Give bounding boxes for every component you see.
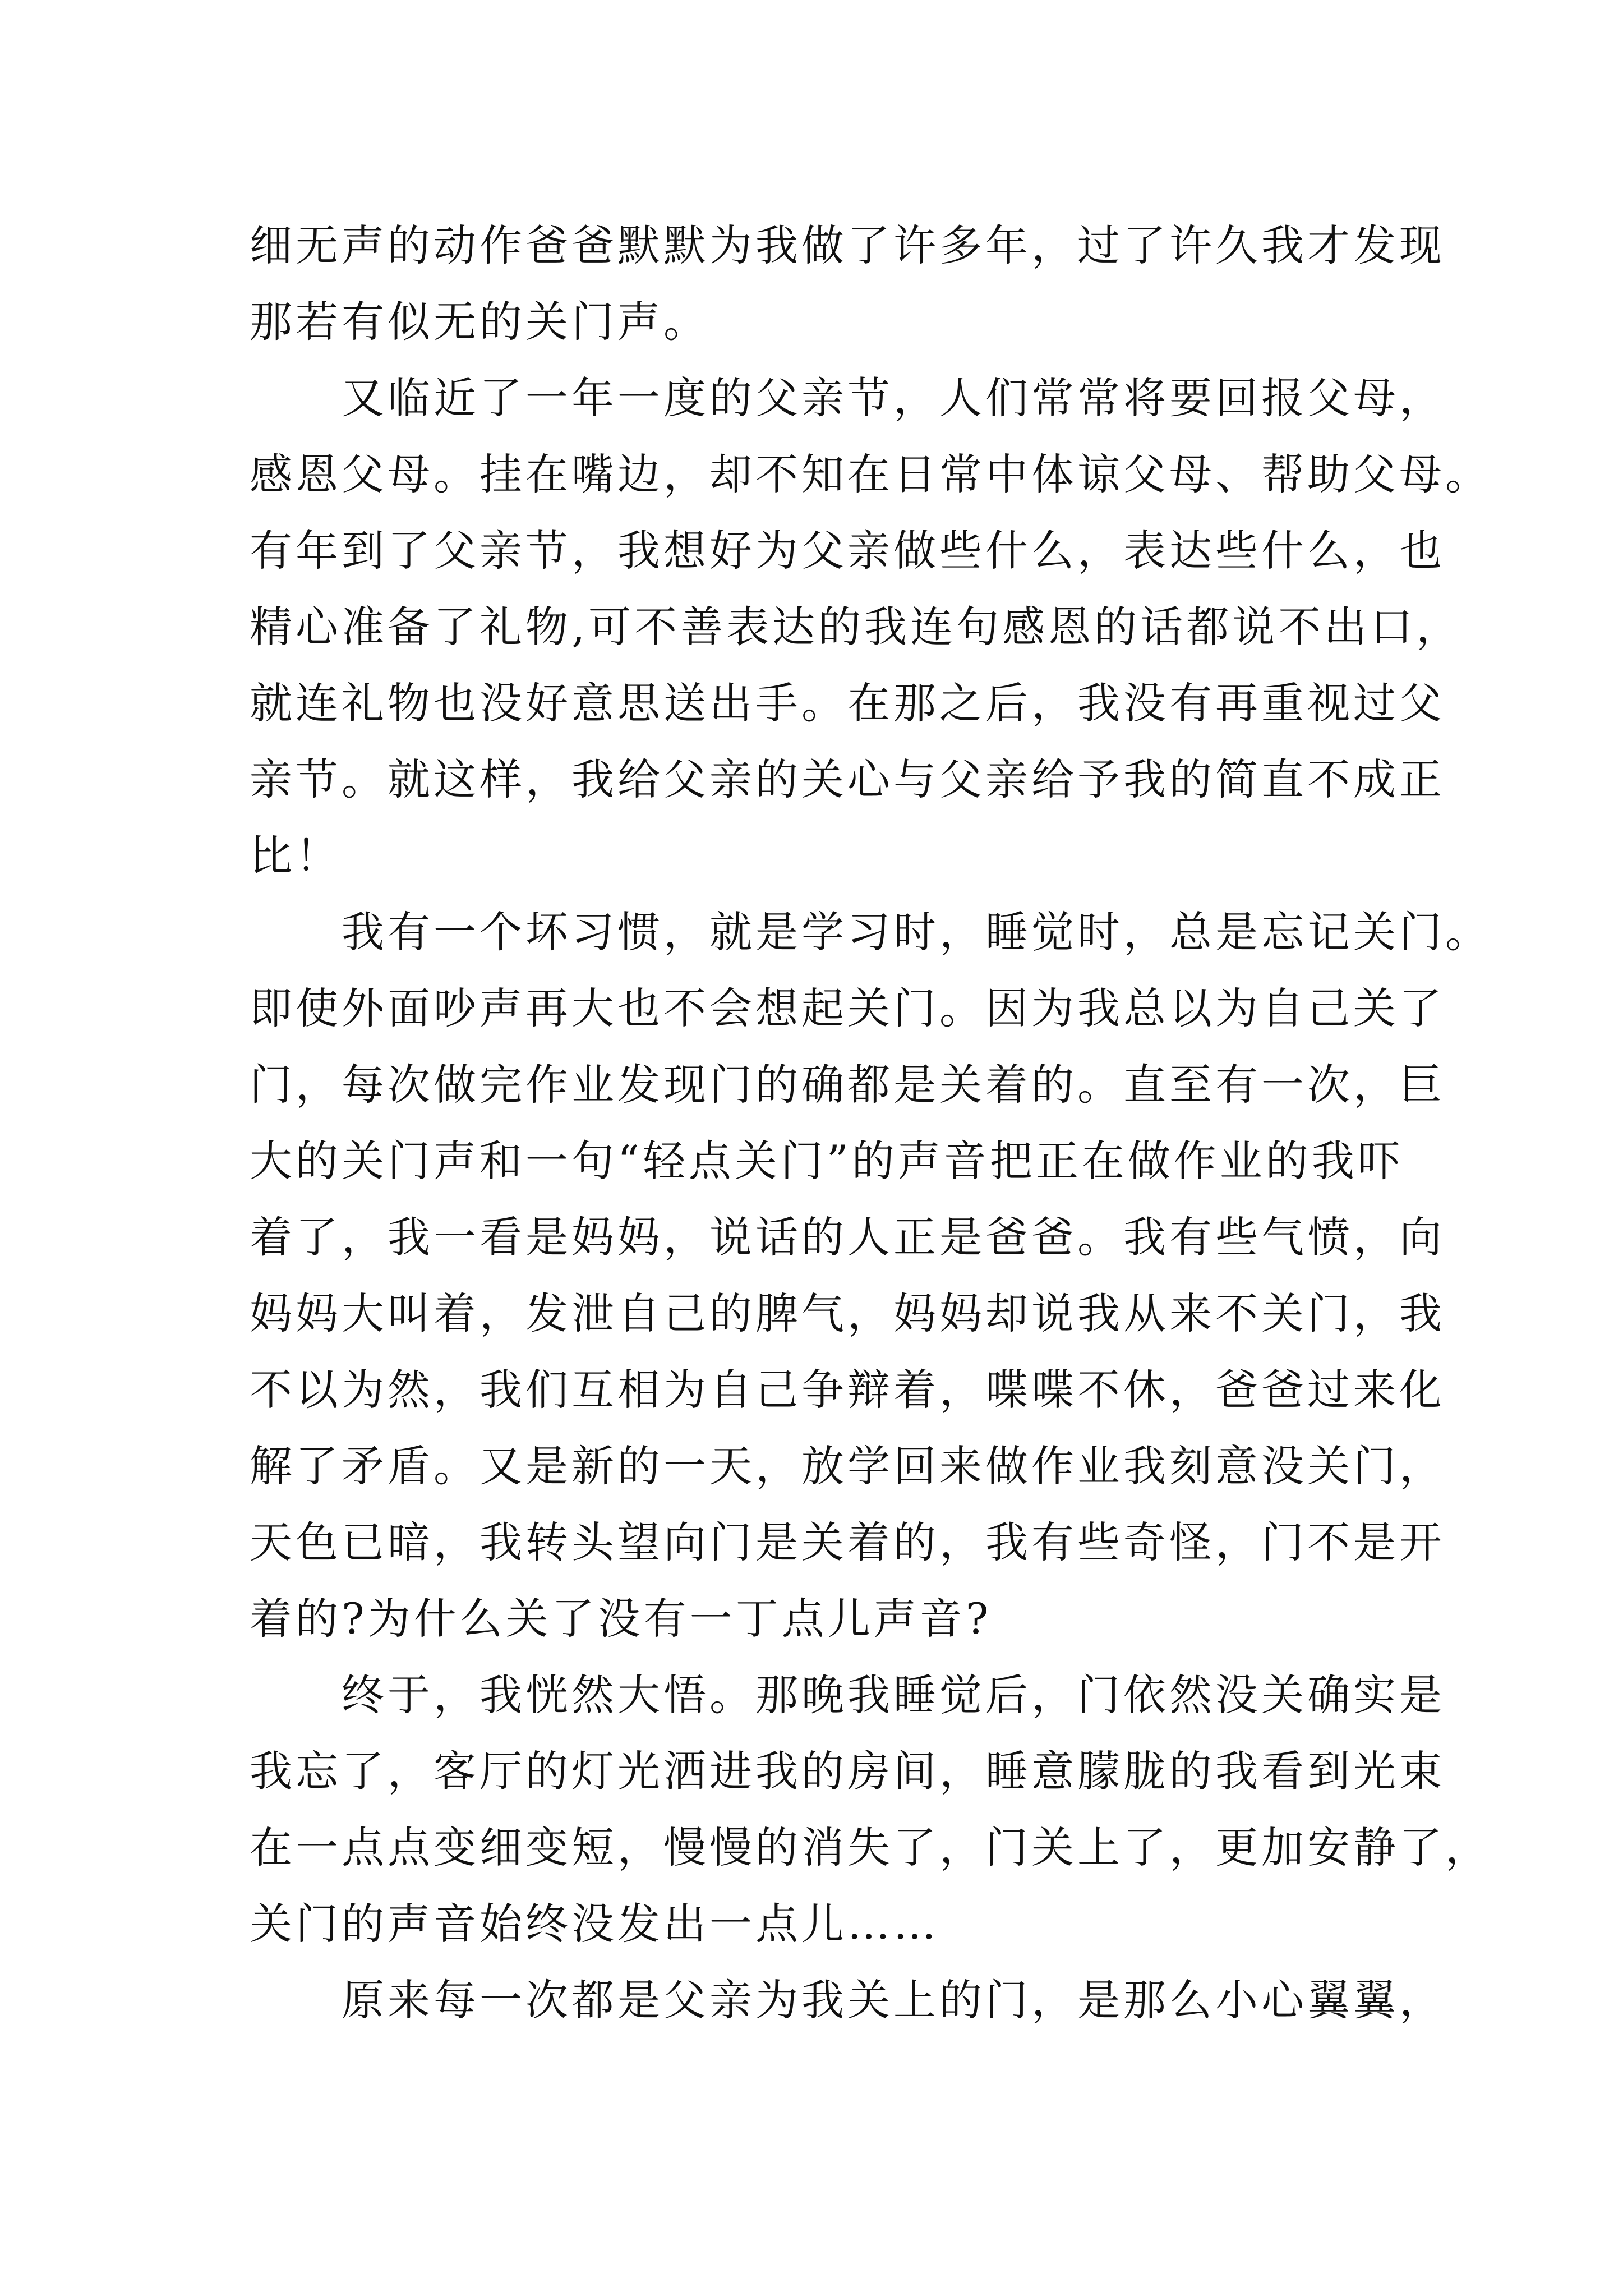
paragraph-start-line: 原来每一次都是父亲为我关上的门，是那么小心翼翼， (342, 1975, 1445, 2025)
text-line: 解了矛盾。又是新的一天，放学回来做作业我刻意没关门， (250, 1441, 1445, 1491)
text-line: 着了，我一看是妈妈，说话的人正是爸爸。我有些气愤，向 (250, 1212, 1445, 1262)
text-line: 妈妈大叫着，发泄自己的脾气，妈妈却说我从来不关门，我 (250, 1289, 1445, 1338)
paragraph-start-line: 又临近了一年一度的父亲节，人们常常将要回报父母， (342, 373, 1445, 423)
text-line: 不以为然，我们互相为自己争辩着，喋喋不休，爸爸过来化 (250, 1365, 1445, 1415)
text-line: 在一点点变细变短，慢慢的消失了，门关上了，更加安静了， (250, 1823, 1491, 1872)
body-text (250, 208, 1491, 2039)
text-line: 着的?为什么关了没有一丁点儿声音? (250, 1594, 992, 1644)
paragraph-start-line: 我有一个坏习惯，就是学习时，睡觉时，总是忘记关门。 (342, 907, 1491, 957)
text-line: 比！ (250, 831, 342, 881)
text-line: 有年到了父亲节，我想好为父亲做些什么，表达些什么，也 (250, 526, 1445, 576)
text-line: 感恩父母。挂在嘴边，却不知在日常中体谅父母、帮助父母。 (250, 449, 1491, 499)
text-line: 精心准备了礼物,可不善表达的我连句感恩的话都说不出口， (250, 602, 1463, 652)
text-line: 我忘了，客厅的灯光洒进我的房间，睡意朦胧的我看到光束 (250, 1746, 1445, 1796)
text-line: 天色已暗，我转头望向门是关着的，我有些奇怪，门不是开 (250, 1517, 1445, 1567)
text-line: 就连礼物也没好意思送出手。在那之后，我没有再重视过父 (250, 678, 1445, 728)
text-line: 细无声的动作爸爸默默为我做了许多年，过了许久我才发现 (250, 220, 1445, 270)
text-line: 门，每次做完作业发现门的确都是关着的。直至有一次，巨 (250, 1060, 1445, 1110)
text-line: 即使外面吵声再大也不会想起关门。因为我总以为自己关了 (250, 983, 1445, 1033)
text-line: 大的关门声和一句“轻点关门”的声音把正在做作业的我吓 (250, 1136, 1404, 1186)
text-line: 关门的声音始终没发出一点儿…… (250, 1899, 939, 1949)
text-line: 那若有似无的关门声。 (250, 297, 709, 347)
text-line: 亲节。就这样，我给父亲的关心与父亲给予我的简直不成正 (250, 754, 1445, 804)
paragraph-start-line: 终于，我恍然大悟。那晚我睡觉后，门依然没关确实是 (342, 1670, 1445, 1720)
